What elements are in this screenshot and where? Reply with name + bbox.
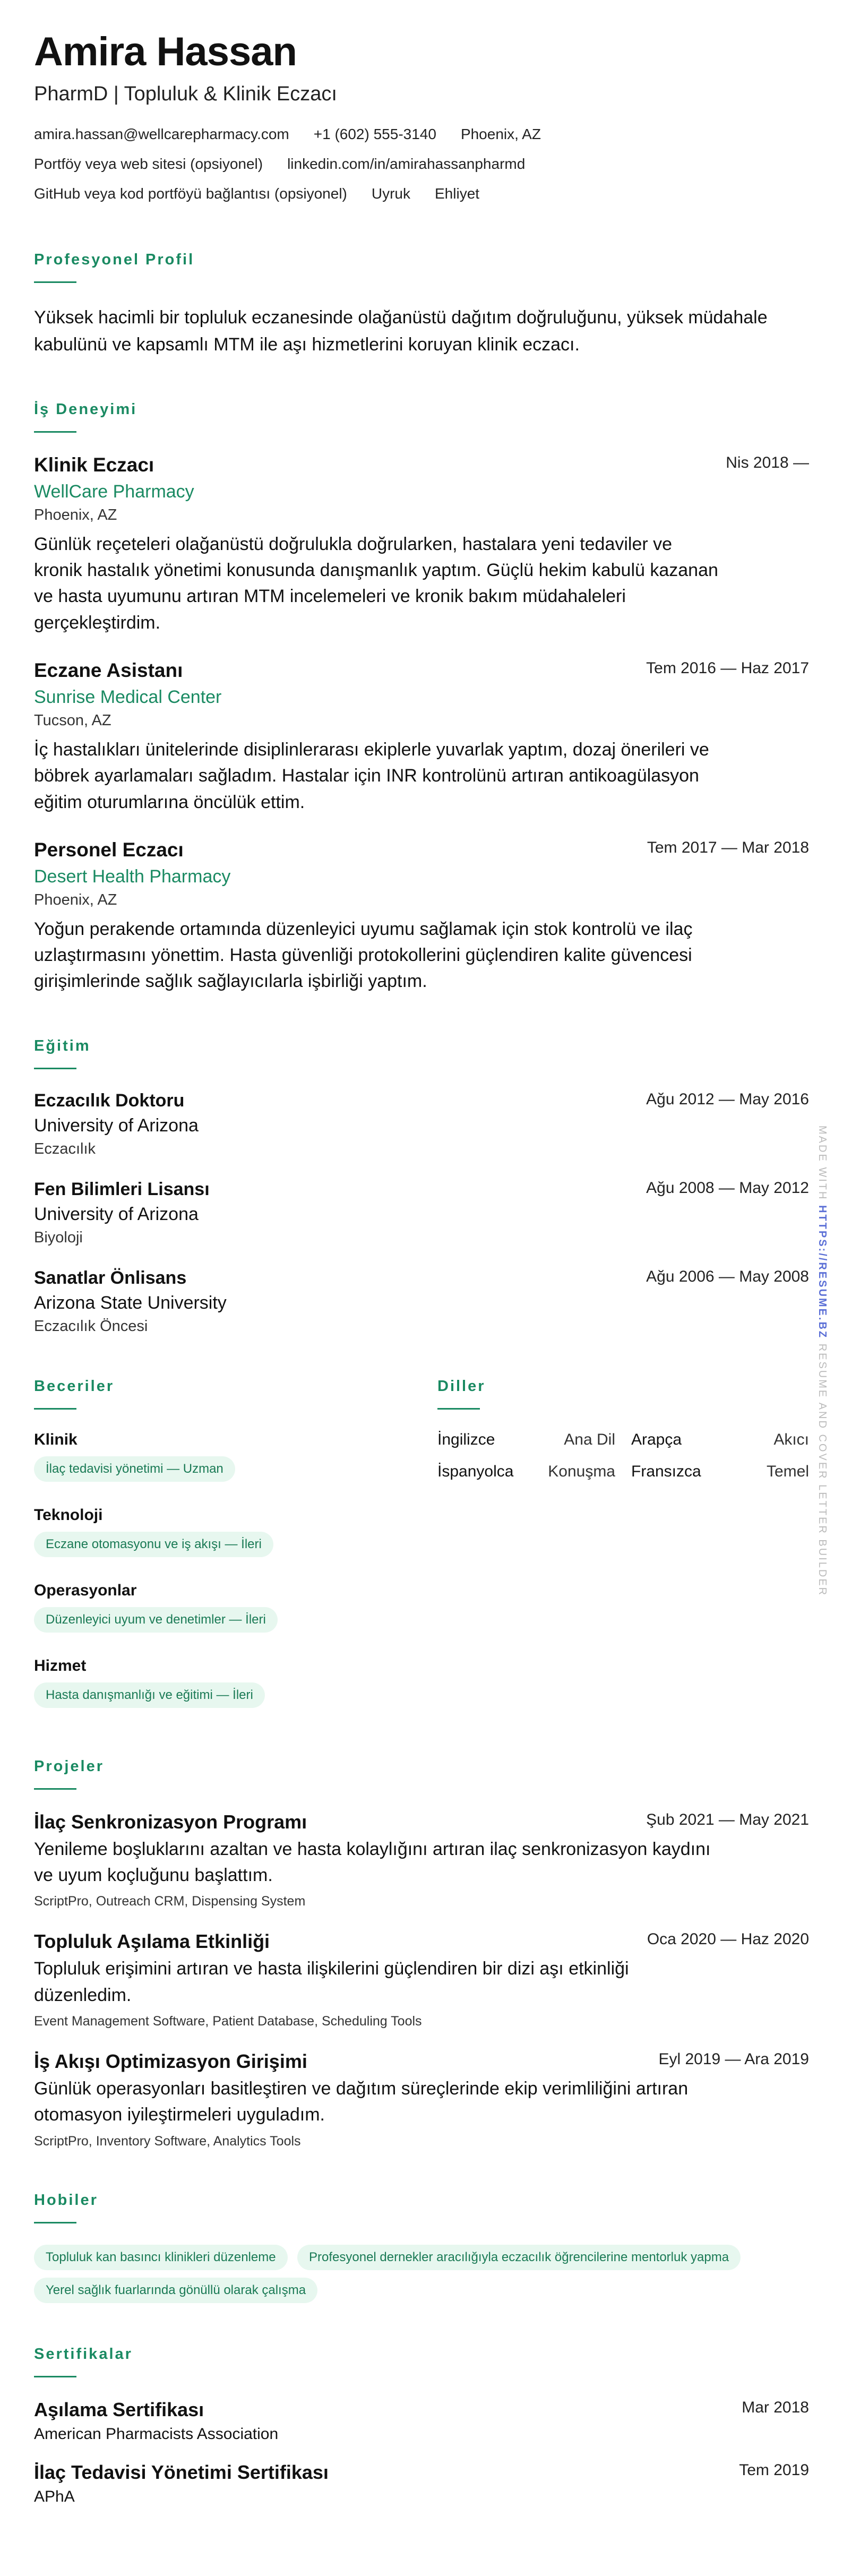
contact-row (34, 185, 809, 202)
project-title: İlaç Senkronizasyon Programı (34, 1810, 307, 1833)
experience-section (34, 401, 809, 995)
section-divider (34, 1068, 76, 1069)
section-title: Beceriler (34, 1377, 115, 1395)
experience-item (34, 454, 809, 636)
certification-date: Mar 2018 (742, 2398, 809, 2416)
profile-summary: Yüksek hacimli bir topluluk eczanesinde olağanüstü dağıtım doğruluğunu, yüksek müdahale kabulünü ve kapsamlı MTM ile aşı hizmetlerini koruyan klinik eczacı. (34, 307, 768, 355)
job-location: Phoenix, AZ (34, 506, 117, 523)
skill-group-title: Teknoloji (34, 1506, 103, 1524)
job-title: Klinik Eczacı (34, 453, 154, 476)
language-level: Akıcı (773, 1430, 809, 1448)
job-description: Günlük reçeteleri olağanüstü doğrulukla doğrularken, hastalara yeni tedaviler ve kronik hastalık yönetimi konusunda danışmanlık yaptım. Güçlü hekim kabulü kazanan ve hasta uyumunu artıran MTM incelemeleri ve kronik bakım müdahaleleri gerçekleştirdim. (34, 534, 718, 633)
project-description: Yenileme boşluklarını azaltan ve hasta kolaylığını artıran ilaç senkronizasyon kaydını ve uyum koçluğunu başlattım. (34, 1839, 711, 1886)
job-date: Tem 2017 — Mar 2018 (647, 838, 809, 856)
company-name: Sunrise Medical Center (34, 686, 222, 707)
project-title: Topluluk Aşılama Etkinliği (34, 1930, 270, 1953)
school-name: University of Arizona (34, 1204, 199, 1224)
certification-item (34, 2399, 809, 2443)
section-divider (34, 431, 76, 433)
education-date: Ağu 2012 — May 2016 (646, 1090, 809, 1108)
degree-title: Sanatlar Önlisans (34, 1267, 187, 1288)
project-date: Oca 2020 — Haz 2020 (647, 1930, 809, 1948)
contact-row (34, 156, 809, 173)
section-title: Projeler (34, 1757, 104, 1775)
education-section (34, 1037, 809, 1335)
project-item (34, 1811, 809, 1910)
candidate-headline: PharmD | Topluluk & Klinik Eczacı (34, 82, 337, 105)
resume-page (34, 31, 809, 2506)
skill-group-title: Operasyonlar (34, 1581, 137, 1599)
job-title: Eczane Asistanı (34, 659, 183, 681)
projects-section (34, 1758, 809, 2149)
school-name: Arizona State University (34, 1292, 227, 1313)
section-title: Diller (437, 1377, 486, 1395)
credit-prefix: MADE WITH (816, 1126, 828, 1201)
language-item (437, 1463, 615, 1481)
job-location: Tucson, AZ (34, 711, 111, 729)
driving-license: Ehliyet (435, 185, 480, 202)
skill-group (34, 1506, 437, 1565)
language-name: Arapça (631, 1430, 682, 1448)
skill-group-title: Klinik (34, 1430, 78, 1448)
phone-number[interactable]: +1 (602) 555-3140 (313, 125, 436, 142)
nationality: Uyruk (371, 185, 410, 202)
certifications-section (34, 2346, 809, 2506)
certification-title: İlaç Tedavisi Yönetimi Sertifikası (34, 2461, 329, 2483)
section-title: Sertifikalar (34, 2345, 133, 2363)
language-name: İngilizce (437, 1430, 495, 1448)
certification-title: Aşılama Sertifikası (34, 2398, 204, 2420)
job-location: Phoenix, AZ (34, 891, 117, 908)
section-divider (34, 1788, 76, 1790)
experience-item (34, 839, 809, 995)
degree-title: Fen Bilimleri Lisansı (34, 1179, 210, 1199)
section-divider (437, 1408, 480, 1410)
github-link[interactable]: GitHub veya kod portföyü bağlantısı (opsiyonel) (34, 185, 347, 202)
skill-tag: Eczane otomasyonu ve iş akışı — İleri (34, 1532, 273, 1557)
section-divider (34, 281, 76, 283)
language-level: Temel (766, 1462, 809, 1480)
project-title: İş Akışı Optimizasyon Girişimi (34, 2050, 307, 2072)
hobbies-section (34, 2192, 809, 2311)
section-divider (34, 2376, 76, 2377)
project-date: Şub 2021 — May 2021 (646, 1810, 809, 1828)
languages-section (437, 1378, 809, 1715)
job-date: Nis 2018 — (726, 453, 809, 471)
degree-title: Eczacılık Doktoru (34, 1090, 185, 1111)
project-item (34, 1930, 809, 2029)
skill-tag: Hasta danışmanlığı ve eğitimi — İleri (34, 1682, 265, 1708)
job-date: Tem 2016 — Haz 2017 (646, 659, 809, 677)
section-title: Eğitim (34, 1037, 91, 1054)
experience-item (34, 659, 809, 815)
company-name: WellCare Pharmacy (34, 481, 194, 502)
resume-header (34, 31, 809, 202)
linkedin-link[interactable]: linkedin.com/in/amirahassanpharmd (287, 155, 526, 172)
language-item (631, 1431, 809, 1449)
company-name: Desert Health Pharmacy (34, 866, 231, 887)
field-of-study: Eczacılık (34, 1140, 96, 1157)
education-item (34, 1268, 809, 1335)
language-level: Konuşma (548, 1462, 615, 1480)
project-tech: ScriptPro, Outreach CRM, Dispensing System (34, 1894, 306, 1909)
field-of-study: Biyoloji (34, 1229, 83, 1246)
contact-row (34, 126, 809, 143)
credit-link[interactable]: HTTPS://RESUME.BZ (816, 1205, 828, 1339)
certification-date: Tem 2019 (739, 2461, 809, 2479)
candidate-name: Amira Hassan (34, 29, 297, 74)
project-item (34, 2050, 809, 2149)
education-item (34, 1179, 809, 1247)
language-level: Ana Dil (564, 1430, 615, 1448)
project-description: Topluluk erişimini artıran ve hasta ilişkilerini güçlendiren bir dizi aşı etkinliği düzenledim. (34, 1959, 629, 2005)
skill-group (34, 1431, 437, 1489)
job-description: İç hastalıkları ünitelerinde disiplinlerarası ekiplerle yuvarlak yaptım, dozaj önerileri ve böbrek ayarlamaları sağladım. Hastalar için INR kontrolünü artıran antikoagülasyon eğitim oturumlarına öncülük ettim. (34, 739, 709, 812)
hobby-tag: Profesyonel dernekler aracılığıyla eczacılık öğrencilerine mentorluk yapma (297, 2245, 741, 2270)
section-title: Profesyonel Profil (34, 251, 195, 268)
skill-group-title: Hizmet (34, 1656, 87, 1675)
section-divider (34, 1408, 76, 1410)
skill-group (34, 1657, 437, 1715)
skills-languages-row (34, 1378, 809, 1715)
language-name: İspanyolca (437, 1462, 514, 1480)
project-tech: Event Management Software, Patient Database, Scheduling Tools (34, 2013, 422, 2029)
credit-suffix: RESUME AND COVER LETTER BUILDER (816, 1343, 828, 1597)
hobby-tag: Topluluk kan basıncı klinikleri düzenleme (34, 2245, 288, 2270)
language-item (437, 1431, 615, 1449)
email-link[interactable]: amira.hassan@wellcarepharmacy.com (34, 125, 289, 142)
section-divider (34, 2222, 76, 2223)
education-item (34, 1090, 809, 1158)
skill-tag: İlaç tedavisi yönetimi — Uzman (34, 1456, 235, 1482)
location: Phoenix, AZ (460, 125, 541, 142)
job-title: Personel Eczacı (34, 838, 184, 861)
builder-credit (816, 1126, 828, 1596)
certification-item (34, 2461, 809, 2506)
section-title: Hobiler (34, 2191, 98, 2209)
job-description: Yoğun perakende ortamında düzenleyici uyumu sağlamak için stok kontrolü ve ilaç uzlaştırmasını yönettim. Hasta güvenliği protokollerini güçlendiren kalite güvencesi girişimlerinde sağlık sağlayıcılarla işbirliği yaptım. (34, 918, 693, 992)
skill-tag: Düzenleyici uyum ve denetimler — İleri (34, 1607, 278, 1633)
skill-group (34, 1582, 437, 1640)
certification-issuer: APhA (34, 2487, 75, 2505)
school-name: University of Arizona (34, 1115, 199, 1136)
language-item (631, 1463, 809, 1481)
project-tech: ScriptPro, Inventory Software, Analytics Tools (34, 2133, 301, 2149)
project-description: Günlük operasyonları basitleştiren ve dağıtım süreçlerinde ekip verimliliğini artıran otomasyon iyileştirmeleri uyguladım. (34, 2078, 689, 2125)
profile-section (34, 251, 809, 358)
languages-grid (437, 1431, 809, 1481)
project-date: Eyl 2019 — Ara 2019 (658, 2050, 809, 2068)
skills-section (34, 1378, 437, 1715)
field-of-study: Eczacılık Öncesi (34, 1317, 148, 1335)
hobby-tags (34, 2245, 809, 2311)
section-title: İş Deneyimi (34, 400, 137, 418)
language-name: Fransızca (631, 1462, 701, 1480)
website-link[interactable]: Portföy veya web sitesi (opsiyonel) (34, 155, 263, 172)
hobby-tag: Yerel sağlık fuarlarında gönüllü olarak çalışma (34, 2278, 317, 2303)
certification-issuer: American Pharmacists Association (34, 2425, 279, 2443)
education-date: Ağu 2006 — May 2008 (646, 1267, 809, 1285)
education-date: Ağu 2008 — May 2012 (646, 1179, 809, 1197)
